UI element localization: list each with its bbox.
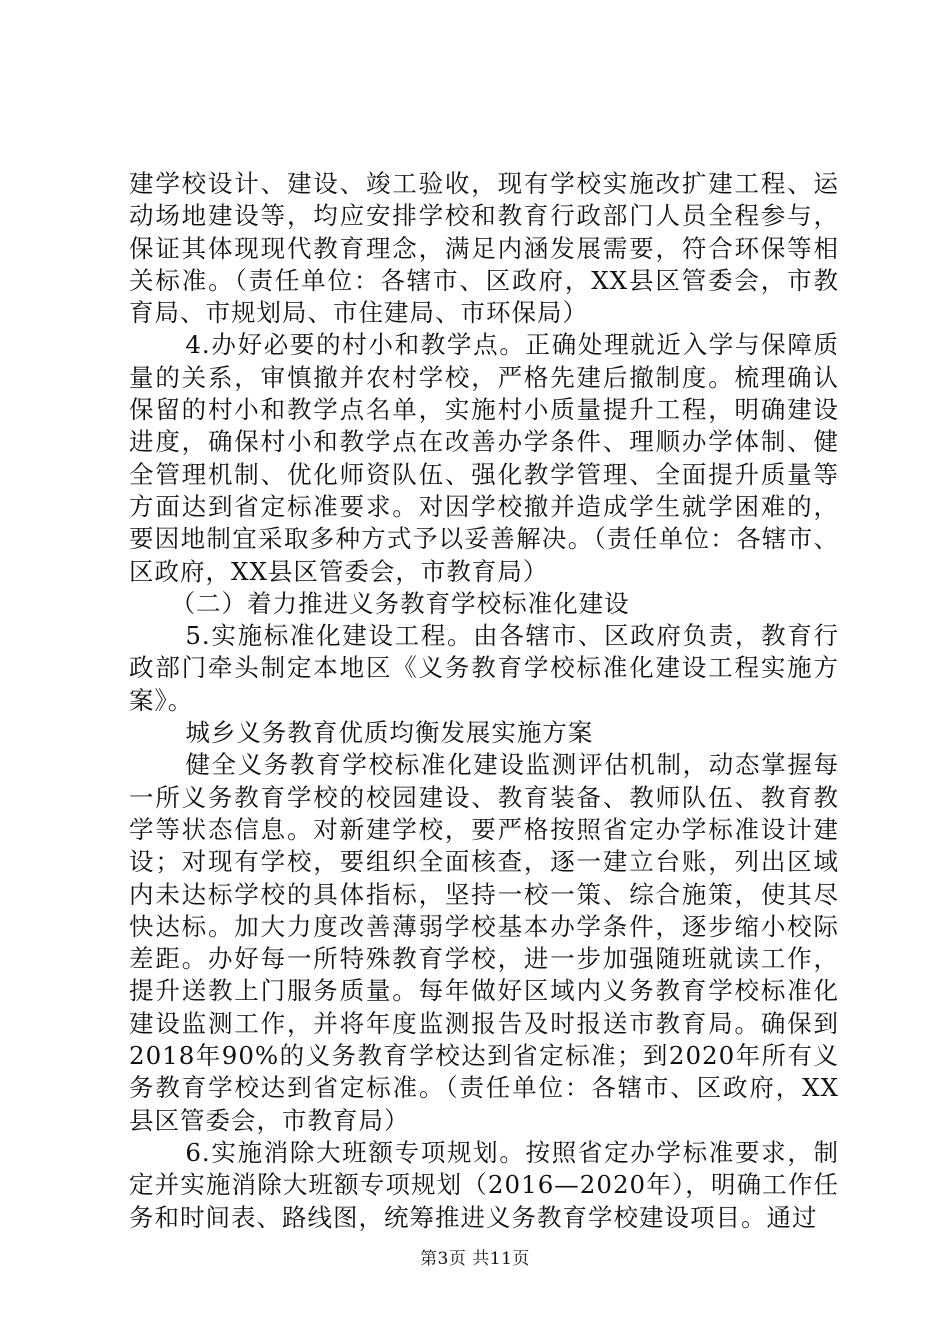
paragraph-continuation: 建学校设计、建设、竣工验收，现有学校实施改扩建工程、运动场地建设等，均应安排学校和教育行政部门人员全程参与，保证其体现现代教育理念，满足内涵发展需要，符合环保等相关标准。（责任单位：各辖市、区政府，XX县区管委会，市教育局、市规划局、市住建局、市环保局） bbox=[129, 169, 839, 328]
section-heading-2: （二）着力推进义务教育学校标准化建设 bbox=[170, 588, 630, 618]
paragraph-item-5: 5.实施标准化建设工程。由各辖市、区政府负责，教育行政部门牵头制定本地区《义务教育学校标准化建设工程实施方案》。 bbox=[129, 621, 839, 715]
document-running-title: 城乡义务教育优质均衡发展实施方案 bbox=[185, 718, 594, 748]
paragraph-item-6: 6.实施消除大班额专项规划。按照省定办学标准要求，制定并实施消除大班额专项规划（2016—2020年），明确工作任务和时间表、路线图，统筹推进义务教育学校建设项目。通过 bbox=[129, 1137, 839, 1232]
page-number-label: 第3页 共11页 bbox=[420, 1249, 530, 1269]
paragraph-monitoring: 健全义务教育学校标准化建设监测评估机制，动态掌握每一所义务教育学校的校园建设、教育装备、教师队伍、教育教学等状态信息。对新建学校，要严格按照省定办学标准设计建设；对现有学校，要组织全面核查，逐一建立台账，列出区域内未达标学校的具体指标，坚持一校一策、综合施策，使其尽快达标。加大力度改善薄弱学校基本办学条件，逐步缩小校际差距。办好每一所特殊教育学校，进一步加强随班就读工作，提升送教上门服务质量。每年做好区域内义务教育学校标准化建设监测工作，并将年度监测报告及时报送市教育局。确保到2018年90%的义务教育学校达到省定标准；到2020年所有义务教育学校达到省定标准。（责任单位：各辖市、区政府，XX县区管委会，市教育局） bbox=[129, 750, 839, 1135]
document-body bbox=[129, 168, 839, 1234]
page-footer bbox=[0, 1244, 950, 1269]
paragraph-item-4: 4.办好必要的村小和教学点。正确处理就近入学与保障质量的关系，审慎撤并农村学校，严格先建后撤制度。梳理确认保留的村小和教学点名单，实施村小质量提升工程，明确建设进度，确保村小和教学点在改善办学条件、理顺办学体制、健全管理机制、优化师资队伍、强化教学管理、全面提升质量等方面达到省定标准要求。对因学校撤并造成学生就学困难的，要因地制宜采取多种方式予以妥善解决。（责任单位：各辖市、区政府，XX县区管委会，市教育局） bbox=[129, 330, 839, 586]
